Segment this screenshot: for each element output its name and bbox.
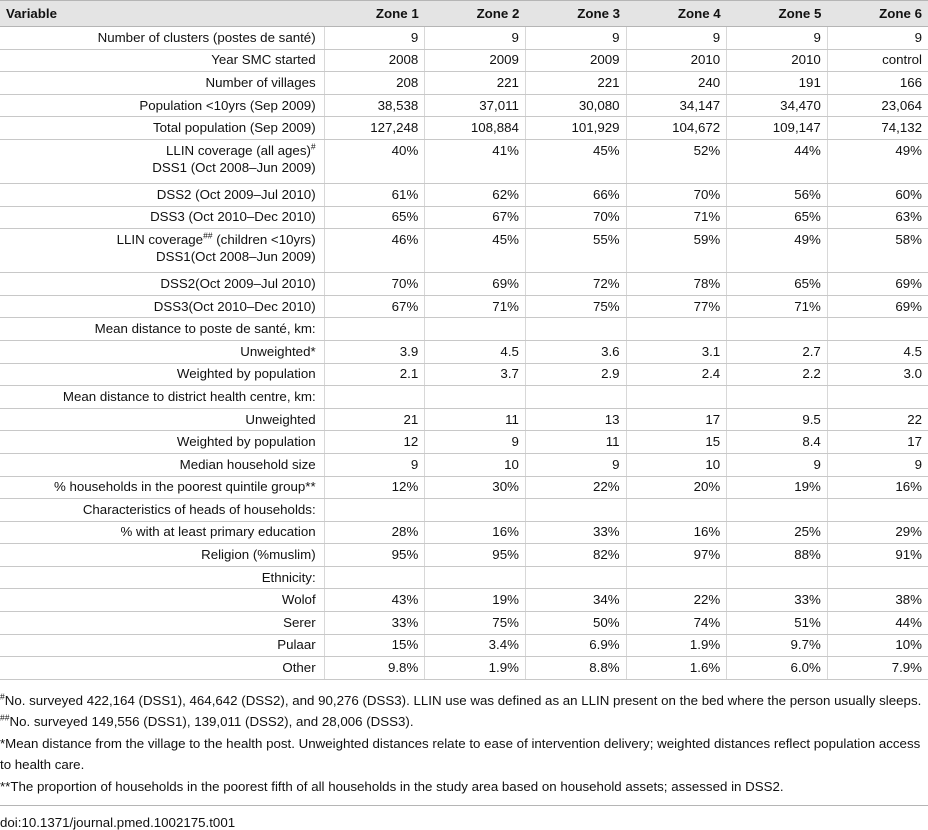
row-label-text: Wolof [281,592,316,608]
cell-zone-4: 22% [626,589,727,612]
cell-zone-1: 208 [324,72,425,95]
row-label [0,183,324,206]
cell-zone-6: 3.0 [827,363,928,386]
cell-zone-5: 51% [727,612,828,635]
row-label-text: Religion (%muslim) [201,547,316,563]
table-row [0,229,928,273]
cell-zone-2: 11 [425,408,526,431]
cell-zone-1: 15% [324,634,425,657]
cell-zone-2 [425,566,526,589]
cell-zone-1: 127,248 [324,117,425,140]
row-label-text: DSS2 (Oct 2009–Jul 2010) [156,186,316,202]
cell-zone-2: 1.9% [425,657,526,680]
row-label [0,566,324,589]
cell-zone-1: 46% [324,229,425,273]
cell-zone-3: 22% [525,476,626,499]
cell-zone-6: 9 [827,27,928,50]
row-label-text: Total population (Sep 2009) [153,120,316,136]
cell-zone-3: 66% [525,183,626,206]
cell-zone-5: 65% [727,273,828,296]
cell-zone-6: control [827,49,928,72]
cell-zone-4: 77% [626,295,727,318]
cell-zone-3: 3.6 [525,340,626,363]
cell-zone-4 [626,499,727,522]
cell-zone-3: 70% [525,206,626,229]
cell-zone-5 [727,499,828,522]
cell-zone-2: 62% [425,183,526,206]
cell-zone-4 [626,566,727,589]
cell-zone-3: 82% [525,544,626,567]
table-row [0,340,928,363]
header-zone-5: Zone 5 [727,1,828,27]
cell-zone-6: 69% [827,295,928,318]
cell-zone-5: 9 [727,27,828,50]
cell-zone-3: 8.8% [525,657,626,680]
cell-zone-3: 11 [525,431,626,454]
cell-zone-5 [727,566,828,589]
header-zone-2: Zone 2 [425,1,526,27]
row-label [0,499,324,522]
cell-zone-6: 44% [827,612,928,635]
table-row [0,657,928,680]
cell-zone-4: 240 [626,72,727,95]
doi-line: doi:10.1371/journal.pmed.1002175.t001 [0,805,928,830]
cell-zone-3: 6.9% [525,634,626,657]
footnote-mark: ## [203,230,213,241]
cell-zone-5: 56% [727,183,828,206]
cell-zone-2: 221 [425,72,526,95]
cell-zone-6: 63% [827,206,928,229]
cell-zone-5 [727,318,828,341]
row-label [0,657,324,680]
cell-zone-3: 50% [525,612,626,635]
cell-zone-1: 21 [324,408,425,431]
table-row [0,634,928,657]
cell-zone-3 [525,318,626,341]
cell-zone-3: 9 [525,453,626,476]
cell-zone-4: 16% [626,521,727,544]
cell-zone-1 [324,499,425,522]
cell-zone-6: 10% [827,634,928,657]
row-label [0,340,324,363]
cell-zone-6: 23,064 [827,94,928,117]
row-label-text: DSS3(Oct 2010–Dec 2010) [153,298,316,314]
table-row [0,273,928,296]
cell-zone-5: 6.0% [727,657,828,680]
row-label [0,386,324,409]
cell-zone-3: 34% [525,589,626,612]
row-label [0,72,324,95]
row-label-text: Mean distance to poste de santé, km: [94,321,316,337]
header-zone-3: Zone 3 [525,1,626,27]
cell-zone-2: 37,011 [425,94,526,117]
cell-zone-2: 10 [425,453,526,476]
cell-zone-4: 97% [626,544,727,567]
table-row [0,183,928,206]
cell-zone-6 [827,499,928,522]
row-label [0,206,324,229]
cell-zone-2 [425,386,526,409]
row-label-text: Weighted by population [176,366,316,382]
row-label [0,589,324,612]
cell-zone-4: 2010 [626,49,727,72]
cell-zone-1: 70% [324,273,425,296]
row-label-text: % households in the poorest quintile group** [53,479,316,495]
cell-zone-3: 13 [525,408,626,431]
cell-zone-3 [525,499,626,522]
row-label [0,49,324,72]
cell-zone-2: 16% [425,521,526,544]
table-row [0,521,928,544]
cell-zone-6 [827,318,928,341]
row-sublabel: DSS1 (Oct 2008–Jun 2009) [152,159,316,175]
cell-zone-2: 75% [425,612,526,635]
row-label [0,318,324,341]
cell-zone-1 [324,386,425,409]
cell-zone-2: 9 [425,431,526,454]
cell-zone-3 [525,566,626,589]
cell-zone-3: 101,929 [525,117,626,140]
table-row [0,408,928,431]
cell-zone-5: 191 [727,72,828,95]
row-label [0,453,324,476]
table-row [0,544,928,567]
cell-zone-3: 2009 [525,49,626,72]
table-row [0,49,928,72]
table-row [0,499,928,522]
table-row [0,363,928,386]
row-label-text: Number of villages [205,74,316,90]
cell-zone-1: 65% [324,206,425,229]
cell-zone-3: 9 [525,27,626,50]
cell-zone-4: 34,147 [626,94,727,117]
cell-zone-2: 9 [425,27,526,50]
footnote-1-text: No. surveyed 422,164 (DSS1), 464,642 (DSS2), and 90,276 (DSS3). LLIN use was defined as an LLIN present on the bed where the person usually sleeps. [4,692,922,708]
row-label [0,27,324,50]
header-variable: Variable [0,1,324,27]
table-row [0,612,928,635]
cell-zone-5: 109,147 [727,117,828,140]
row-label [0,94,324,117]
row-label [0,117,324,140]
cell-zone-6: 91% [827,544,928,567]
cell-zone-5: 9 [727,453,828,476]
cell-zone-1: 33% [324,612,425,635]
cell-zone-4: 10 [626,453,727,476]
footnote-mark: # [310,141,316,152]
cell-zone-4: 52% [626,139,727,183]
cell-zone-4 [626,318,727,341]
cell-zone-4: 70% [626,183,727,206]
table-row [0,431,928,454]
cell-zone-4: 59% [626,229,727,273]
cell-zone-4: 17 [626,408,727,431]
cell-zone-5: 19% [727,476,828,499]
cell-zone-6: 17 [827,431,928,454]
cell-zone-5 [727,386,828,409]
row-label-text: Unweighted [245,411,316,427]
cell-zone-6: 38% [827,589,928,612]
row-label-text: Pulaar [277,637,316,653]
cell-zone-1: 12 [324,431,425,454]
cell-zone-3: 75% [525,295,626,318]
table-body [0,27,928,680]
row-label [0,612,324,635]
cell-zone-6: 29% [827,521,928,544]
cell-zone-5: 65% [727,206,828,229]
cell-zone-1: 2.1 [324,363,425,386]
cell-zone-1: 9 [324,27,425,50]
row-sublabel: DSS1(Oct 2008–Jun 2009) [155,249,316,265]
cell-zone-2 [425,318,526,341]
cell-zone-1: 9.8% [324,657,425,680]
row-label [0,476,324,499]
row-label-text: % with at least primary education [120,524,316,540]
footnote-3: *Mean distance from the village to the health post. Unweighted distances relate to ease of intervention delivery; weighted distances reflect population access to health care. [0,735,921,773]
cell-zone-3: 33% [525,521,626,544]
cell-zone-1: 3.9 [324,340,425,363]
cell-zone-2: 69% [425,273,526,296]
row-label-text: Number of clusters (postes de santé) [97,29,316,45]
cell-zone-4: 20% [626,476,727,499]
cell-zone-6: 74,132 [827,117,928,140]
row-label [0,229,324,273]
cell-zone-4 [626,386,727,409]
footnote-2-mark: ## [0,712,10,723]
row-label-text: LLIN coverage [116,232,204,248]
cell-zone-4: 3.1 [626,340,727,363]
row-label [0,521,324,544]
cell-zone-2: 95% [425,544,526,567]
row-label [0,295,324,318]
row-label [0,431,324,454]
cell-zone-6: 60% [827,183,928,206]
row-label-text: Serer [283,614,316,630]
footnote-1-mark: # [0,691,5,702]
row-label [0,634,324,657]
row-label-text: LLIN coverage (all ages) [166,142,311,158]
cell-zone-6 [827,386,928,409]
row-label-text: Median household size [179,456,316,472]
cell-zone-6 [827,566,928,589]
table-row [0,117,928,140]
cell-zone-5: 25% [727,521,828,544]
row-label [0,273,324,296]
row-label-text: Characteristics of heads of households: [82,501,316,517]
cell-zone-3: 55% [525,229,626,273]
table-row [0,386,928,409]
cell-zone-2: 3.4% [425,634,526,657]
row-label-text: Unweighted* [240,343,316,359]
cell-zone-4: 74% [626,612,727,635]
cell-zone-2: 19% [425,589,526,612]
table-row [0,295,928,318]
cell-zone-1: 43% [324,589,425,612]
cell-zone-4: 9 [626,27,727,50]
table-row [0,318,928,341]
cell-zone-3: 45% [525,139,626,183]
cell-zone-2: 2009 [425,49,526,72]
table-row [0,206,928,229]
footnote-4: **The proportion of households in the poorest fifth of all households in the study area based on household assets; assessed in DSS2. [0,778,784,794]
cell-zone-4: 15 [626,431,727,454]
cell-zone-1 [324,566,425,589]
table-row [0,566,928,589]
cell-zone-6: 16% [827,476,928,499]
table-row [0,476,928,499]
table-row [0,589,928,612]
row-label-text: DSS3 (Oct 2010–Dec 2010) [150,209,316,225]
header-row [0,1,928,27]
cell-zone-4: 2.4 [626,363,727,386]
cell-zone-4: 78% [626,273,727,296]
cell-zone-1: 61% [324,183,425,206]
cell-zone-3: 221 [525,72,626,95]
cell-zone-2: 71% [425,295,526,318]
cell-zone-4: 71% [626,206,727,229]
cell-zone-1: 67% [324,295,425,318]
cell-zone-5: 33% [727,589,828,612]
cell-zone-6: 166 [827,72,928,95]
row-label-text: Population <10yrs (Sep 2009) [139,97,316,113]
cell-zone-5: 88% [727,544,828,567]
header-zone-6: Zone 6 [827,1,928,27]
cell-zone-2 [425,499,526,522]
cell-zone-2: 45% [425,229,526,273]
cell-zone-4: 104,672 [626,117,727,140]
cell-zone-6: 49% [827,139,928,183]
cell-zone-5: 44% [727,139,828,183]
row-label-tail: (children <10yrs) [212,232,316,248]
table-row [0,72,928,95]
footnote-1 [0,690,928,712]
cell-zone-3 [525,386,626,409]
cell-zone-2: 30% [425,476,526,499]
cell-zone-5: 8.4 [727,431,828,454]
row-label-text: Mean distance to district health centre, km: [62,388,316,404]
cell-zone-6: 9 [827,453,928,476]
cell-zone-5: 2.2 [727,363,828,386]
cell-zone-3: 72% [525,273,626,296]
cell-zone-4: 1.9% [626,634,727,657]
row-label [0,408,324,431]
row-label-text: Other [282,660,316,676]
cell-zone-2: 108,884 [425,117,526,140]
cell-zone-1 [324,318,425,341]
cell-zone-6: 4.5 [827,340,928,363]
row-label [0,139,324,183]
cell-zone-1: 40% [324,139,425,183]
cell-zone-5: 34,470 [727,94,828,117]
cell-zone-1: 95% [324,544,425,567]
footnotes [0,680,928,798]
cell-zone-2: 67% [425,206,526,229]
cell-zone-1: 2008 [324,49,425,72]
cell-zone-3: 2.9 [525,363,626,386]
cell-zone-6: 22 [827,408,928,431]
cell-zone-3: 30,080 [525,94,626,117]
row-label-text: Weighted by population [176,434,316,450]
cell-zone-5: 9.7% [727,634,828,657]
row-label-text: Ethnicity: [261,569,316,585]
header-zone-4: Zone 4 [626,1,727,27]
cell-zone-1: 9 [324,453,425,476]
cell-zone-5: 71% [727,295,828,318]
cell-zone-2: 4.5 [425,340,526,363]
cell-zone-6: 58% [827,229,928,273]
footnote-2 [0,711,928,733]
table-row [0,27,928,50]
cell-zone-2: 41% [425,139,526,183]
cell-zone-1: 28% [324,521,425,544]
footnote-2-text: No. surveyed 149,556 (DSS1), 139,011 (DSS2), and 28,006 (DSS3). [9,714,414,730]
row-label [0,544,324,567]
cell-zone-6: 69% [827,273,928,296]
cell-zone-6: 7.9% [827,657,928,680]
cell-zone-5: 2010 [727,49,828,72]
cell-zone-1: 12% [324,476,425,499]
header-zone-1: Zone 1 [324,1,425,27]
cell-zone-2: 3.7 [425,363,526,386]
table-row [0,453,928,476]
row-label [0,363,324,386]
row-label-text: DSS2(Oct 2009–Jul 2010) [160,275,316,291]
table-row [0,139,928,183]
row-label-text: Year SMC started [211,52,316,68]
cell-zone-5: 9.5 [727,408,828,431]
cell-zone-5: 49% [727,229,828,273]
table-row [0,94,928,117]
cell-zone-4: 1.6% [626,657,727,680]
cell-zone-1: 38,538 [324,94,425,117]
cell-zone-5: 2.7 [727,340,828,363]
